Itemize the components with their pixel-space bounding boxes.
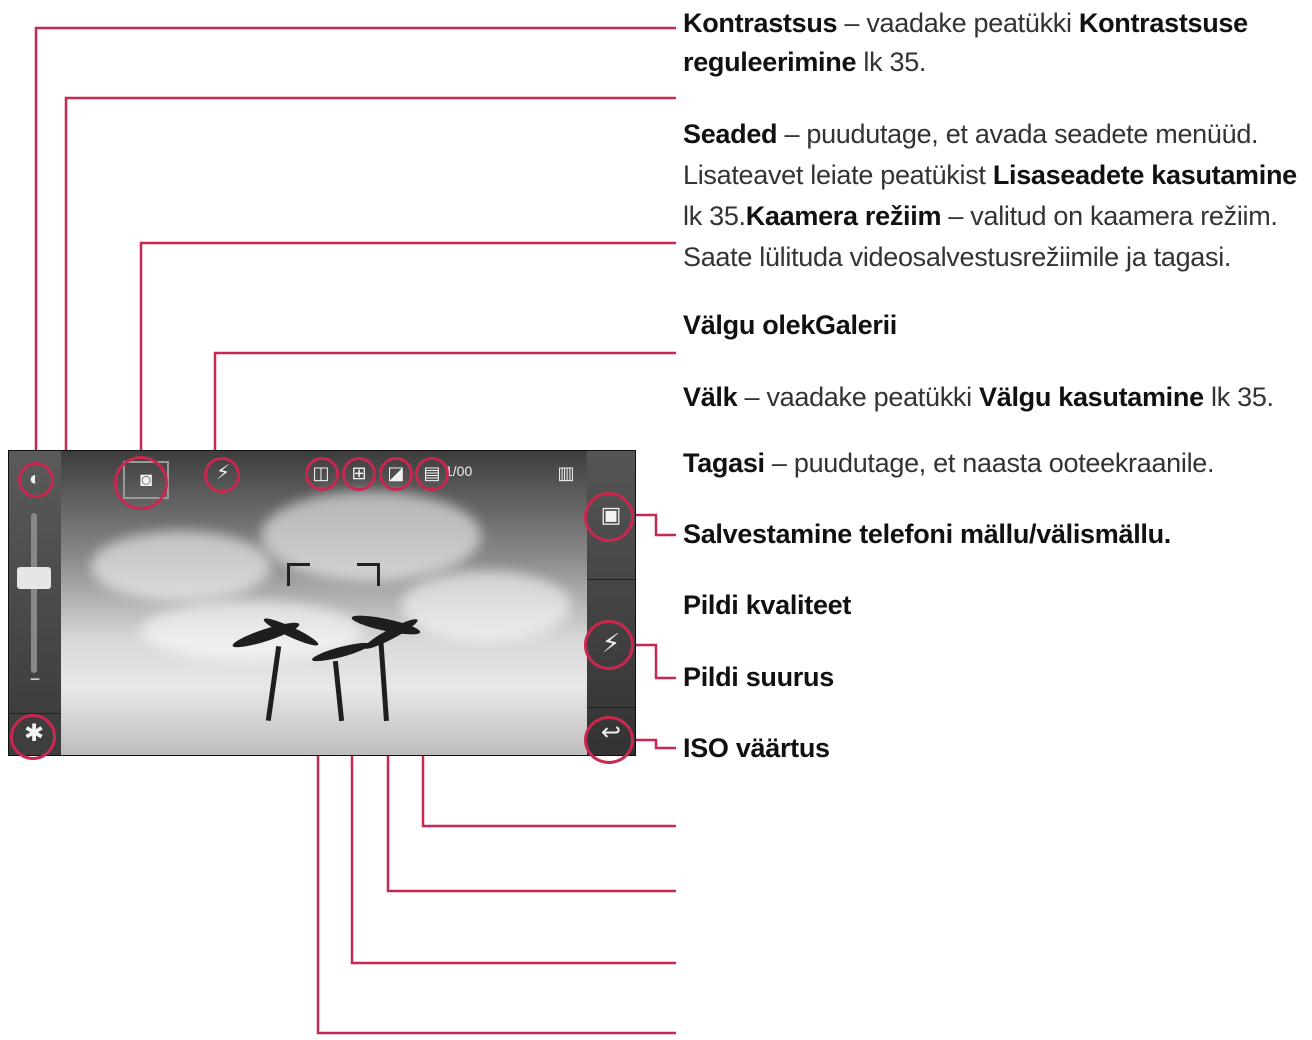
contrast-slider-handle[interactable]: [17, 567, 51, 589]
contrast-highlight-ring: [18, 462, 54, 498]
back-highlight-ring: [584, 716, 634, 764]
label-valk: Välk – vaadake peatükki Välgu kasutamine lk 35.: [683, 382, 1274, 412]
camera-screen: [8, 450, 636, 756]
leader-gallery: [634, 515, 676, 535]
size-icon: ⊞: [351, 463, 367, 483]
iso-icon: ◫: [312, 463, 330, 483]
label-tagasi: Tagasi – puudutage, et naasta ooteekraanile.: [683, 448, 1215, 478]
focus-bracket: [287, 563, 310, 586]
battery-icon: ▥: [557, 463, 575, 483]
label-pildi-suurus: Pildi suurus: [683, 662, 834, 692]
label-kontrastsus: Kontrastsus – vaadake peatükki Kontrastsuse reguleerimine lk 35.: [683, 8, 1248, 77]
back-arrow-icon: ↩: [600, 719, 622, 746]
contrast-icon[interactable]: ◐: [28, 468, 42, 490]
label-iso: ISO väärtus: [683, 733, 830, 763]
settings-highlight-ring: [10, 714, 56, 760]
flash-off-icon: ⚡: [215, 462, 231, 484]
label-valgu-olek: Välgu olekGalerii: [683, 310, 897, 340]
leader-flash: [634, 645, 676, 678]
flash-highlight-ring: [584, 620, 634, 670]
camera-mode-highlight-ring: [114, 456, 168, 510]
label-pildi-kvaliteet: Pildi kvaliteet: [683, 590, 852, 620]
label-seaded: Seaded – puudutage, et avada seadete menüüd. Lisateavet leiate peatükist Lisaseadete kasutamine lk 35.Kaamera režiim – valitud on kaamera režiim. Saate lülituda videosalvestusrežiimile ja tagasi.: [683, 119, 1297, 272]
contrast-minus-icon[interactable]: −: [29, 669, 41, 689]
flash-icon: ⚡: [601, 628, 621, 658]
leader-flash-status: [215, 353, 676, 455]
gallery-icon: ▣: [600, 502, 622, 527]
leader-camera-mode: [141, 243, 676, 455]
label-salvestamine: Salvestamine telefoni mällu/välismällu.: [683, 519, 1171, 549]
gallery-highlight-ring: [584, 492, 634, 542]
shots-remaining: 1/00: [445, 463, 473, 479]
gear-icon: ✱: [23, 720, 45, 747]
contrast-slider-track[interactable]: [31, 513, 37, 673]
quality-icon: ◪: [387, 463, 405, 483]
camera-mode-icon[interactable]: ◙: [139, 469, 153, 491]
focus-bracket: [357, 563, 380, 586]
leader-back: [634, 740, 676, 748]
storage-icon: ▤: [423, 463, 441, 483]
leader-contrast: [36, 28, 676, 470]
